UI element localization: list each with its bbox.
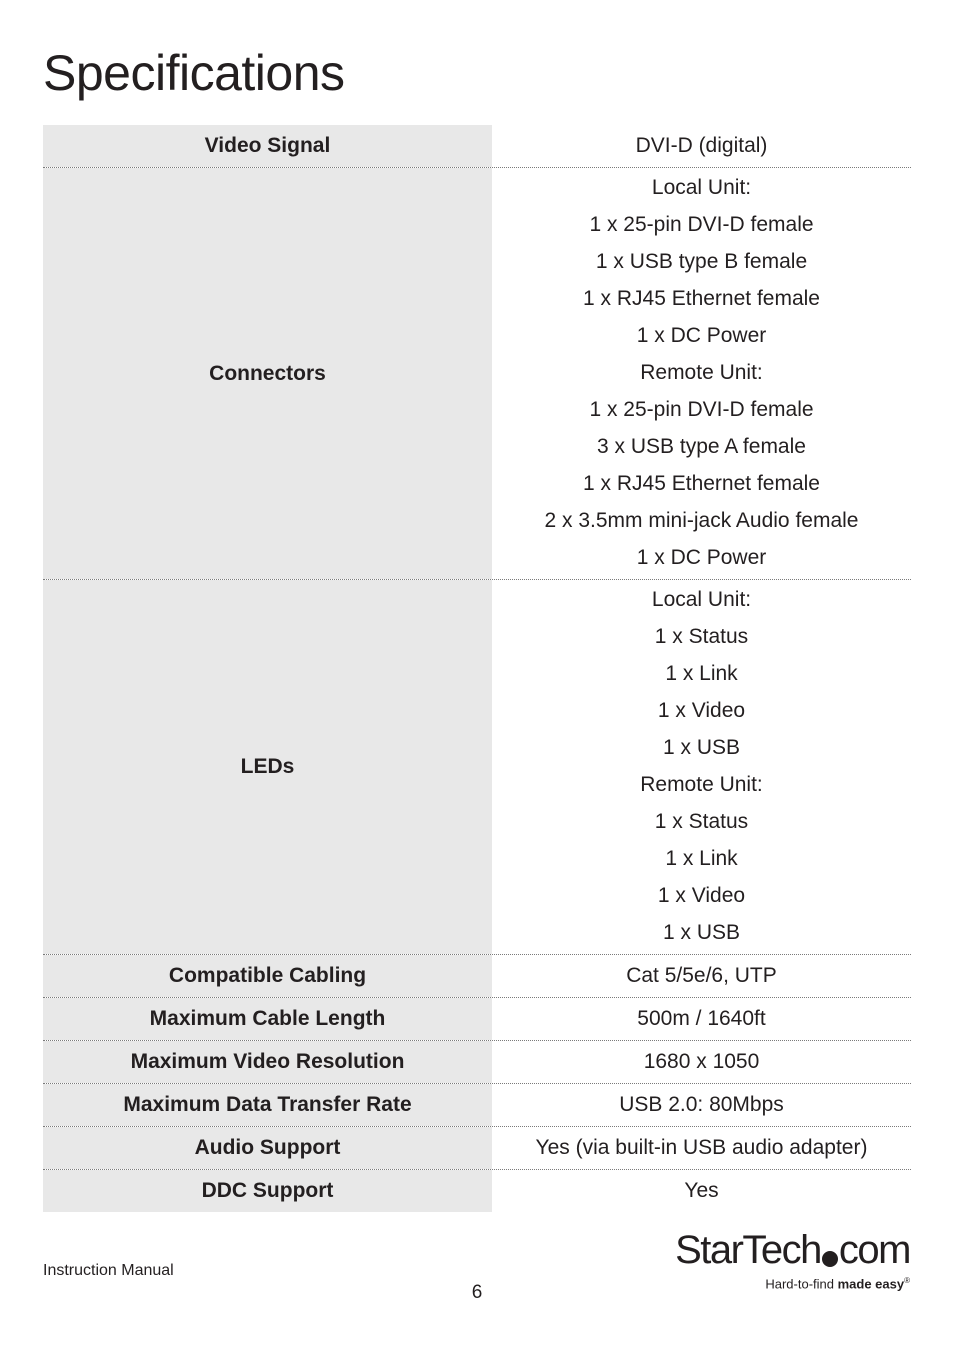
spec-value-line: Yes — [684, 1179, 719, 1202]
spec-label: LEDs — [43, 580, 492, 954]
spec-value-line: Remote Unit: — [640, 361, 763, 384]
spec-value-line: 1 x DC Power — [636, 324, 767, 347]
spec-value-line: 1 x Status — [654, 810, 749, 833]
logo-dot-icon — [822, 1251, 838, 1267]
spec-row — [43, 1084, 911, 1127]
spec-row — [43, 998, 911, 1041]
specifications-table — [43, 125, 911, 1212]
spec-label: Maximum Data Transfer Rate — [43, 1084, 492, 1126]
spec-value-line: 1 x USB — [662, 921, 741, 944]
spec-value-line: 1 x RJ45 Ethernet female — [583, 287, 820, 310]
spec-row — [43, 125, 911, 168]
spec-value-line: Yes (via built-in USB audio adapter) — [535, 1136, 868, 1159]
spec-value-line: 1 x Video — [657, 699, 746, 722]
spec-row — [43, 1170, 911, 1212]
spec-value — [492, 1084, 911, 1126]
spec-value-line: Local Unit: — [651, 588, 752, 611]
spec-value-line: 1 x RJ45 Ethernet female — [583, 472, 820, 495]
spec-label: Connectors — [43, 168, 492, 579]
spec-label: Maximum Video Resolution — [43, 1041, 492, 1083]
logo-brand-text: StarTech — [675, 1228, 821, 1272]
page-title: Specifications — [43, 45, 345, 101]
spec-value-line: 1 x Status — [654, 625, 749, 648]
logo-tagline-regular: Hard-to-find — [765, 1276, 838, 1292]
spec-row — [43, 955, 911, 998]
spec-value — [492, 955, 911, 997]
spec-value-line: 1 x Link — [665, 847, 738, 870]
spec-value-line: DVI-D (digital) — [635, 134, 768, 157]
spec-value — [492, 168, 911, 579]
spec-value-line: 1 x 25-pin DVI-D female — [589, 398, 814, 421]
spec-row — [43, 580, 911, 955]
spec-row — [43, 1127, 911, 1170]
spec-value-line: 3 x USB type A female — [597, 435, 806, 458]
spec-label: Maximum Cable Length — [43, 998, 492, 1040]
logo-wordmark — [675, 1230, 910, 1270]
spec-value-line: 1 x Video — [657, 884, 746, 907]
spec-value-line: Remote Unit: — [640, 773, 763, 796]
spec-label: Compatible Cabling — [43, 955, 492, 997]
logo-tagline — [675, 1276, 910, 1291]
page-number: 6 — [471, 1282, 483, 1303]
startech-logo — [675, 1230, 910, 1291]
spec-value — [492, 1041, 911, 1083]
spec-value-line: Cat 5/5e/6, UTP — [626, 964, 777, 987]
spec-value-line: 1680 x 1050 — [643, 1050, 760, 1073]
logo-domain-text: com — [838, 1228, 910, 1272]
spec-value — [492, 125, 911, 167]
registered-mark: ® — [904, 1276, 910, 1285]
spec-row — [43, 1041, 911, 1084]
footer-manual-label: Instruction Manual — [43, 1262, 174, 1279]
spec-value-line: 1 x USB — [662, 736, 741, 759]
spec-label: Audio Support — [43, 1127, 492, 1169]
spec-row — [43, 168, 911, 580]
spec-value-line: 2 x 3.5mm mini-jack Audio female — [544, 509, 859, 532]
spec-value — [492, 1170, 911, 1212]
spec-value-line: Local Unit: — [651, 176, 752, 199]
spec-value — [492, 1127, 911, 1169]
logo-tagline-bold: made easy — [837, 1276, 905, 1292]
spec-label: Video Signal — [43, 125, 492, 167]
spec-value-line: USB 2.0: 80Mbps — [619, 1093, 784, 1116]
spec-value-line: 1 x Link — [665, 662, 738, 685]
spec-value — [492, 998, 911, 1040]
spec-value-line: 1 x 25-pin DVI-D female — [589, 213, 814, 236]
spec-value — [492, 580, 911, 954]
spec-value-line: 1 x USB type B female — [595, 250, 808, 273]
spec-label: DDC Support — [43, 1170, 492, 1212]
spec-value-line: 1 x DC Power — [636, 546, 767, 569]
spec-value-line: 500m / 1640ft — [637, 1007, 766, 1030]
